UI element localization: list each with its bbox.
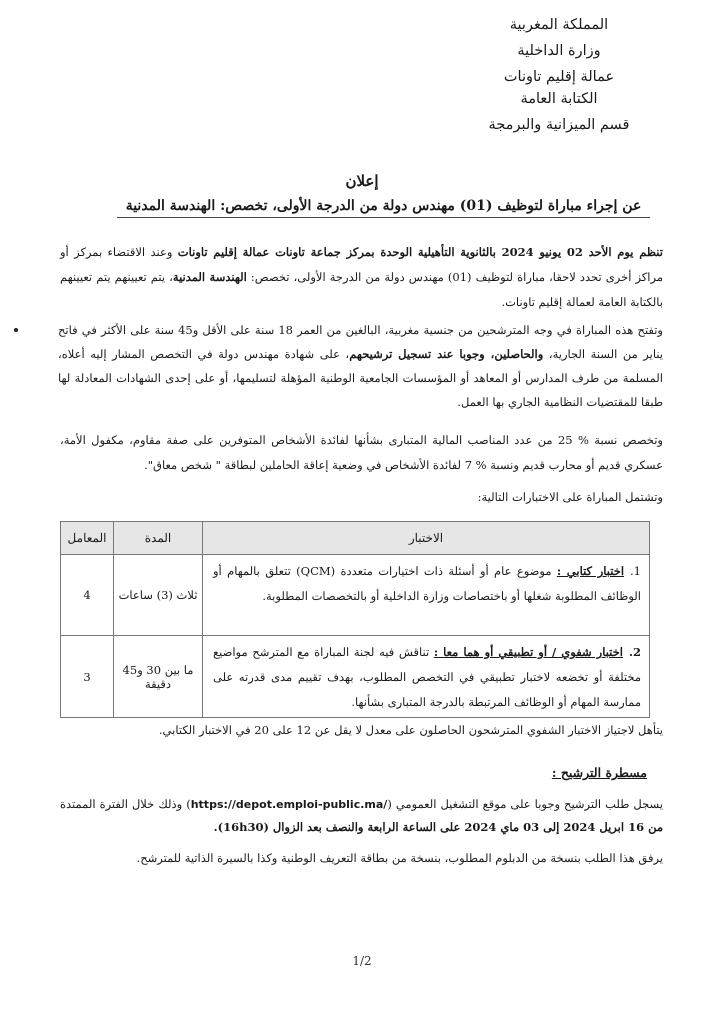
test-number: 1. (630, 564, 641, 578)
paragraph-tests-intro: وتشتمل المباراة على الاختبارات التالية: (477, 490, 663, 504)
eligibility-emphasis: والحاصلين، وجوبا عند تسجيل ترشيحهم (349, 347, 544, 361)
duration-cell: ثلاث (3) ساعات (114, 555, 203, 636)
paragraph-oral-eligibility: يتأهل لاجتياز الاختبار الشفوي المترشحون الحاصلون على معدل لا يقل عن 12 على 20 في الاختبار الكتابي. (158, 723, 663, 737)
tests-table (60, 521, 650, 718)
column-header-duration: المدة (114, 522, 203, 555)
header-ministry: وزارة الداخلية (517, 43, 601, 59)
test-name: اختبار كتابي : (556, 564, 625, 578)
header-province: عمالة إقليم تاونات (503, 69, 615, 85)
exam-date-location: تنظم يوم الأحد 02 يونيو 2024 بالثانوية التأهيلية الوحدة بمركز جماعة تاونات عمالة إقليم تاونات (177, 245, 663, 259)
paragraph-attachments: يرفق هذا الطلب بنسخة من الدبلوم المطلوب، بنسخة من بطاقة التعريف الوطنية وكذا بالسيرة الذاتية للمترشح. (136, 851, 663, 865)
header-department: قسم الميزانية والبرمجة (488, 117, 630, 133)
section-candidacy-procedure: مسطرة الترشيح : (551, 765, 647, 780)
issuer-header (464, 14, 654, 136)
test-cell (203, 636, 650, 718)
registration-url-link[interactable]: https://depot.emploi-public.ma/ (190, 798, 388, 811)
paragraph-text: ) وذلك خلال الفترة الممتدة (60, 797, 191, 811)
header-general-secretariat: الكتابة العامة (520, 91, 598, 107)
page-number: 1/2 (352, 954, 372, 968)
header-kingdom: المملكة المغربية (509, 17, 609, 33)
paragraph-text: وعند الاقتضاء بمركز أو مراكز أخرى تحدد لاحقا، مباراة لتوظيف (01) مهندس دولة من الدرجة الأولى، تخصص: (60, 245, 663, 284)
paragraph-registration (60, 793, 663, 838)
margin-dot (14, 328, 18, 332)
test-name: اختبار شفوي / أو تطبيقي أو هما معا : (433, 645, 623, 659)
coefficient-cell: 4 (61, 555, 114, 636)
column-header-coefficient: المعامل (61, 522, 114, 555)
paragraph-text: ، على شهادة مهندس دولة في التخصص المشار إليه أعلاه، المسلمة من طرف المدارس أو المعاهد أو المؤسسات الجامعية الوطنية المؤهلة لتسليمها، أو على إحدى الشهادات المعادلة لها طبقا للمقتضيات النظامية الجاري بها العمل. (58, 347, 663, 409)
column-header-test: الاختبار (203, 522, 650, 555)
announcement-heading: إعلان (345, 172, 379, 190)
duration-cell: ما بين 30 و45 دقيقة (114, 636, 203, 718)
table-row (61, 636, 650, 718)
table-header-row (61, 522, 650, 555)
coefficient-cell: 3 (61, 636, 114, 718)
paragraph-text: وتفتح هذه المباراة في وجه المترشحين من جنسية مغربية، البالغين من العمر 18 سنة على الأقل و45 سنة على الأكثر في فاتح يناير من السنة الجارية، (58, 323, 663, 361)
test-description: موضوع عام أو أسئلة ذات اختيارات متعددة (QCM) تتعلق بالمهام أو الوظائف المطلوبة شغلها أو باختصاصات وزارة الداخلية أو بالتخصصات المطلوبة. (213, 564, 641, 603)
paragraph-eligibility (58, 318, 663, 414)
paragraph-exam-date (60, 240, 663, 315)
registration-period: من 16 ابريل 2024 إلى 03 ماي 2024 على الساعة الرابعة والنصف بعد الزوال (16h30). (213, 820, 663, 834)
table-row (61, 555, 650, 636)
specialty: الهندسة المدنية (172, 270, 247, 284)
test-description: تناقش فيه لجنة المباراة مع المترشح مواضيع مختلفة أو تخضعه لاختبار تطبيقي في التخصص المطلوب، بهدف تقييم مدى قدرته على ممارسة المهام أو الوظائف المرتبطة بالدرجة المتبارى بشأنها. (213, 645, 641, 709)
test-number: 2. (628, 645, 641, 659)
paragraph-text: ، يتم تعيينهم يتم تعيينهم بالكتابة العامة لعمالة إقليم تاونات. (60, 270, 663, 309)
test-cell (203, 555, 650, 636)
paragraph-quotas: وتخصص نسبة % 25 من عدد المناصب المالية المتبارى بشأنها لفائدة الأشخاص المتوفرين على صفة مقاوم، مكفول الأمة، عسكري قديم أو محارب قديم ونسبة % 7 لفائدة الأشخاص في وضعية إعاقة الحاملين لبطاقة " شخص معاق". (60, 433, 663, 472)
announcement-subtitle: عن إجراء مباراة لتوظيف (01) مهندس دولة من الدرجة الأولى، تخصص: الهندسة المدنية (117, 198, 650, 218)
paragraph-text: يسجل طلب الترشيح وجوبا على موقع التشغيل العمومي ( (387, 797, 663, 811)
